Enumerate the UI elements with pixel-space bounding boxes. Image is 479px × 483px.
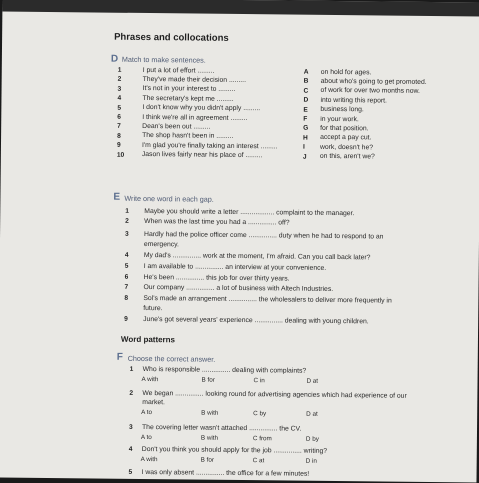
match-item-number: 10 [116,151,125,159]
question-number: 3 [128,423,133,431]
match-option-text: about who's going to get promoted. [320,77,427,86]
answer-option: C in [253,376,265,384]
question-text: I was only absent ............... the office for a few minutes! [141,468,310,478]
match-item-text: The secretary's kept me ......... [142,94,234,103]
match-option-text: work, doesn't he? [319,143,374,152]
gap-item-number: 1 [125,207,130,215]
match-item-number: 9 [116,141,121,149]
answer-option: B for [200,456,215,464]
match-item-number: 4 [117,94,122,102]
question-text: Who is responsible ............... dealing with complaints? [142,365,307,375]
match-item-text: They've made their decision ......... [142,75,247,84]
section-d-instruction: Match to make sentences. [121,54,206,65]
match-item-text: Dean's been out ......... [142,122,211,131]
question-text: The covering letter wasn't attached ............... the CV. [141,423,302,433]
match-item-text: I don't know why you didn't apply ......... [142,104,261,113]
gap-item-text: Our company ............... a lot of business with Altech Industries. [143,283,334,293]
match-item-text: It's not in your interest to ......... [142,85,236,94]
match-option-letter: J [302,153,307,161]
answer-option: D in [305,457,317,465]
match-item-text: I'm glad you're finally taking an interest ......... [141,141,278,151]
match-item-number: 7 [117,123,121,131]
gap-item-text: June's got several years' experience ............... dealing with young children. [143,315,369,325]
match-option-text: accept a pay cut. [320,134,372,142]
word-patterns-heading: Word patterns [120,334,176,345]
question-number: 1 [129,365,134,373]
answer-option: D by [305,435,319,443]
match-option-letter: B [303,78,309,86]
answer-option: A to [141,408,153,417]
page-title: Phrases and collocations [114,31,229,44]
question-number: 2 [129,389,134,397]
answer-option: D at [306,377,319,385]
match-item-number: 5 [117,104,122,112]
match-item-text: I put a lot of effort ......... [142,66,215,75]
gap-item-text: Sol's made an arrangement ............... the wholesalers to deliver more frequently in [143,294,392,305]
section-d-letter: D [110,53,119,65]
match-item-number: 6 [117,113,121,121]
section-f-letter: F [116,351,123,363]
gap-item-number: 4 [124,251,129,259]
match-option-letter: D [303,96,309,104]
match-option-text: into writing this report. [320,96,388,105]
gap-item-number: 5 [124,262,129,270]
answer-option: C at [252,456,265,464]
match-option-text: business long. [320,105,364,114]
answer-option: D at [306,410,318,418]
answer-option: C from [252,434,272,442]
match-option-text: on this, aren't we? [319,152,375,161]
gap-item-text: He's been ............... this job for over thirty years. [143,273,290,283]
answer-option: C by [253,410,267,418]
section-e-instruction: Write one word in each gap. [124,193,214,204]
match-item-number: 1 [117,66,122,74]
match-option-letter: A [303,68,309,76]
answer-option: A to [140,433,152,441]
match-item-text: The shop hasn't been in ......... [142,132,234,141]
match-option-letter: C [303,87,309,95]
gap-item-text: Maybe you should write a letter .................. complaint to the manager. [144,207,355,217]
question-number: 4 [128,445,133,453]
answer-option: A with [141,375,159,383]
match-item-text: Jason lives fairly near his place of ......... [141,151,263,160]
answer-option: B with [201,409,219,417]
match-item-number: 2 [117,76,122,84]
page-top-shadow [2,0,479,17]
gap-item-number: 2 [125,217,129,225]
match-option-text: in your work. [320,115,359,123]
match-option-text: on hold for ages. [320,68,372,76]
match-option-letter: E [303,106,308,114]
match-option-text: of work for over two months now. [320,87,420,96]
question-text: market. [142,398,166,407]
gap-item-text: Hardly had the police officer come ............... duty when he had to respond to an [144,230,384,241]
gap-item-number: 6 [124,273,129,281]
gap-item-text: When was the last time you had a ............... off? [144,217,290,227]
gap-item-text: My dad's ............... work at the moment, I'm afraid. Can you call back later? [143,251,371,261]
gap-item-number: 9 [124,315,128,323]
match-option-letter: G [303,125,309,133]
match-option-letter: H [303,134,308,142]
gap-item-number: 7 [124,283,129,291]
gap-item-text: emergency. [143,240,180,249]
answer-option: B for [201,376,215,384]
match-option-letter: F [303,115,308,123]
section-e-letter: E [113,191,121,203]
match-option-letter: I [302,143,305,151]
match-item-number: 8 [117,132,121,140]
section-f-instruction: Choose the correct answer. [127,353,216,364]
gap-item-number: 3 [125,230,129,238]
answer-option: B with [200,434,219,442]
match-item-text: I think we're all in agreement ......... [142,113,248,122]
question-text: We began ............... looking round for advertising agencies which had experience of our [142,389,407,400]
gap-item-text: future. [143,304,163,312]
match-option-text: for that position. [320,124,369,133]
match-item-number: 3 [117,85,122,93]
gap-item-text: I am available to ............... an interview at your convenience. [143,262,327,272]
answer-option: A with [140,455,158,463]
question-text: Don't you think you should apply for the job ............... writing? [141,445,328,455]
gap-item-number: 8 [124,294,129,302]
question-number: 5 [128,468,133,476]
